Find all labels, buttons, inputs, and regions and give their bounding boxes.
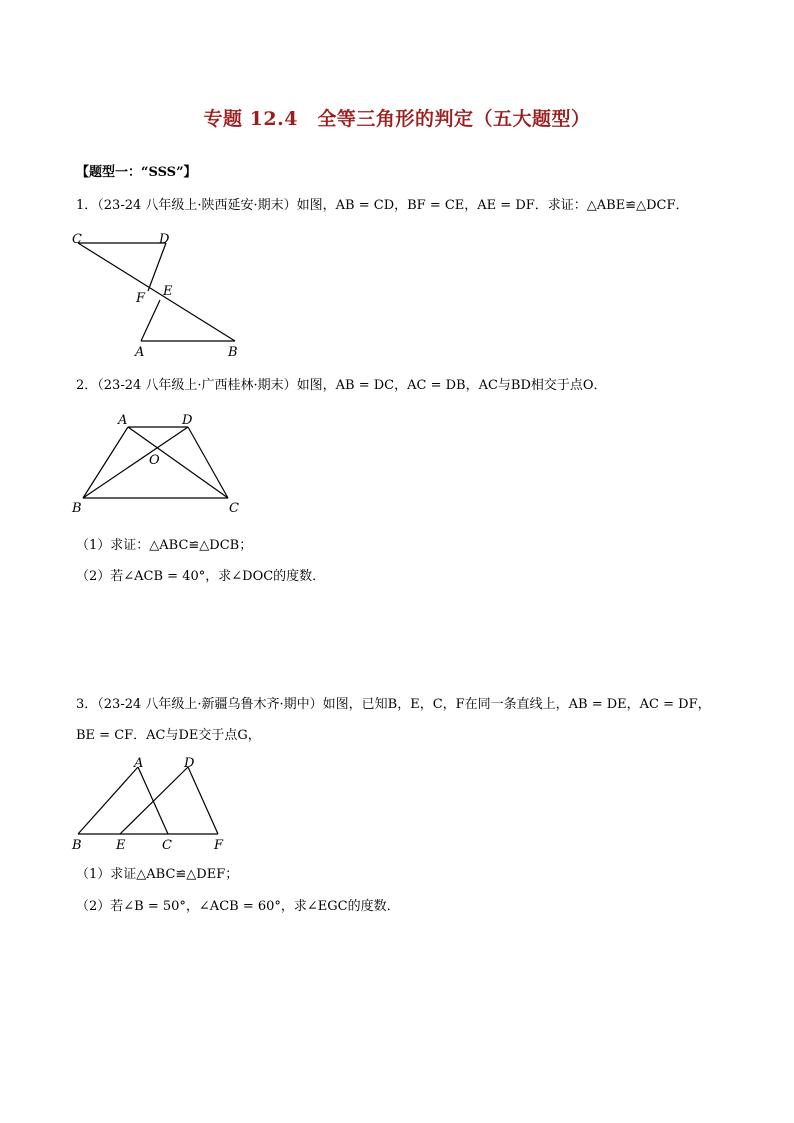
problem-3-text-line-2: BE = CF．AC与DE交于点G，	[76, 728, 261, 743]
label-c: C	[229, 501, 239, 516]
segment-dc	[188, 427, 228, 498]
segment-db	[83, 427, 188, 498]
segment-df	[188, 767, 218, 834]
segment-cb	[78, 243, 235, 341]
page-title: 专题 12.4 全等三角形的判定（五大题型）	[203, 108, 591, 130]
label-o: O	[149, 453, 160, 468]
problem-3-part-2: （2）若∠B = 50°，∠ACB = 60°，求∠EGC的度数．	[76, 899, 400, 914]
label-f: F	[136, 291, 146, 306]
label-c: C	[162, 838, 172, 853]
segment-ac	[128, 427, 228, 498]
label-d: D	[184, 756, 195, 771]
problem-1-text: 1．（23-24 八年级上·陕西延安·期末）如图，AB = CD，BF = CE，AE = DF．求证：△ABE≌△DCF．	[76, 198, 689, 213]
problem-3-figure	[70, 755, 270, 855]
label-e: E	[163, 284, 173, 299]
segment-ed	[120, 767, 188, 834]
segment-ap	[141, 300, 160, 341]
label-e: E	[116, 838, 126, 853]
problem-3-text-line-1: 3．（23-24 八年级上·新疆乌鲁木齐·期中）如图，已知B，E，C，F在同一条直线上，AB = DE，AC = DF，	[76, 697, 711, 712]
problem-2-figure	[70, 408, 270, 518]
label-a: A	[134, 756, 144, 771]
segment-ab	[83, 427, 128, 498]
label-a: A	[135, 345, 145, 360]
label-c: C	[72, 232, 82, 247]
problem-2-part-2: （2）若∠ACB = 40°，求∠DOC的度数．	[76, 569, 326, 584]
problem-2-part-1: （1）求证：△ABC≌△DCB；	[76, 538, 253, 553]
segment-ac	[138, 767, 168, 834]
label-b: B	[72, 838, 82, 853]
problem-2-text: 2．（23-24 八年级上·广西桂林·期末）如图，AB = DC，AC = DB，AC与BD相交于点O．	[76, 378, 607, 393]
label-d: D	[159, 232, 170, 247]
section-heading-sss: 【题型一：“SSS”】	[76, 165, 197, 180]
problem-1-figure	[70, 230, 270, 360]
label-f: F	[214, 838, 224, 853]
label-d: D	[182, 413, 193, 428]
label-a: A	[118, 413, 128, 428]
problem-3-part-1: （1）求证△ABC≌△DEF；	[76, 867, 239, 882]
label-b: B	[72, 501, 82, 516]
segment-ba	[78, 767, 138, 834]
label-b: B	[228, 345, 238, 360]
